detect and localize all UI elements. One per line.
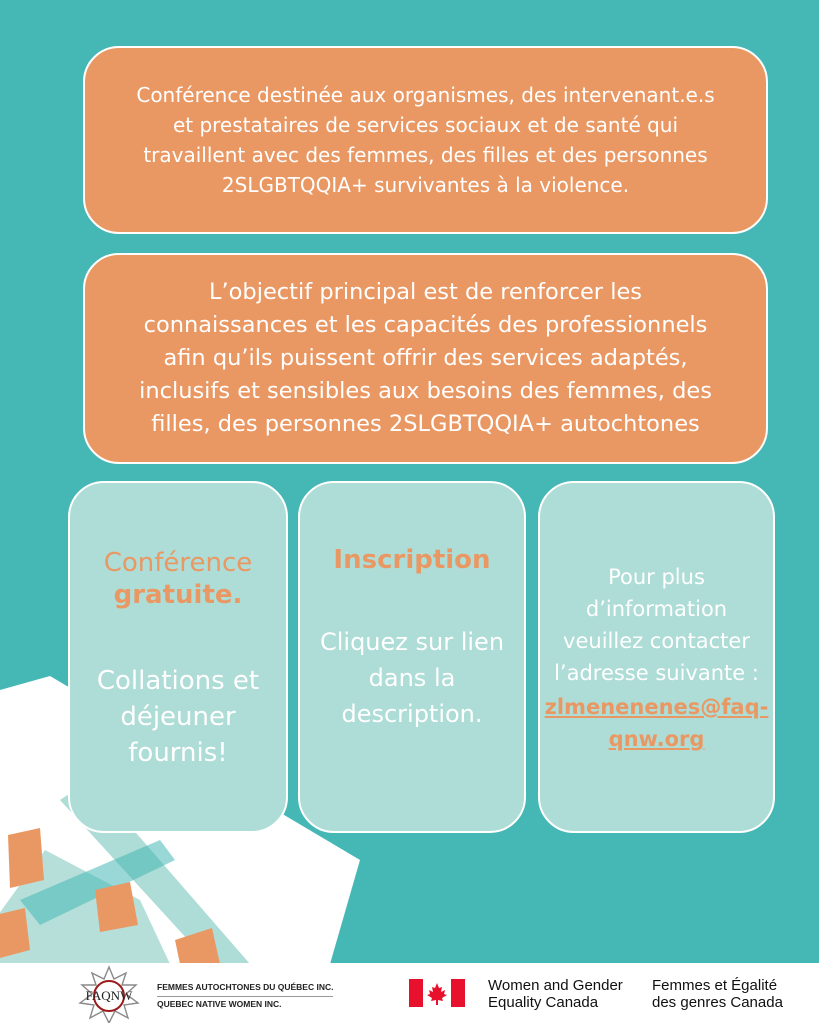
card-body-line: description.: [341, 700, 483, 728]
faq-logo-text: FAQNW: [85, 988, 133, 1003]
objective-text-line: connaissances et les capacités des professionnels: [143, 312, 708, 338]
card-body-line: fournis!: [128, 738, 228, 768]
audience-text-line: Conférence destinée aux organismes, des intervenant.e.s: [136, 83, 715, 107]
card-body-line: d’information: [585, 597, 728, 621]
card-body: [70, 663, 286, 771]
wage-name-fr-line: Femmes et Égalité: [652, 977, 778, 994]
canada-flag-icon: [409, 979, 465, 1007]
card-body-line: dans la: [368, 664, 456, 692]
wage-name-fr: [652, 977, 783, 1011]
audience-box: [83, 46, 768, 234]
objective-box: [83, 253, 768, 464]
objective-text-line: filles, des personnes 2SLGBTQQIA+ autochtones: [151, 411, 700, 437]
faq-logo-icon: [66, 965, 152, 1023]
wage-name-fr-line: des genres Canada: [652, 994, 783, 1011]
card-body-line: veuillez contacter: [563, 629, 750, 653]
wage-name-en-line: Women and Gender: [488, 977, 623, 994]
card-title: Inscription: [333, 545, 491, 575]
card-body-line: déjeuner: [120, 702, 236, 732]
contact-email-link[interactable]: zlmenenenes@faq-qnw.org: [544, 695, 769, 751]
free-conference-card: [68, 481, 288, 833]
card-body-line: l’adresse suivante :: [554, 661, 759, 685]
footer-logos: [0, 963, 819, 1024]
objective-text-line: L’objectif principal est de renforcer les: [208, 279, 643, 305]
faq-organization-name: [157, 980, 333, 1012]
wage-name-en-line: Equality Canada: [488, 994, 599, 1011]
card-title-line: Conférence: [103, 548, 253, 578]
audience-text-line: et prestataires de services sociaux et de santé qui: [172, 113, 679, 137]
card-body-line: Cliquez sur lien: [319, 628, 505, 656]
objective-text-line: inclusifs et sensibles aux besoins des femmes, des: [139, 378, 712, 404]
audience-text-line: travaillent avec des femmes, des filles et des personnes: [143, 143, 708, 167]
card-title-emphasis: gratuite.: [113, 580, 243, 610]
card-body-line: Collations et: [96, 666, 260, 696]
card-title: [70, 547, 286, 611]
registration-card: [298, 481, 526, 833]
card-body: [300, 624, 524, 732]
audience-text-line: 2SLGBTQQIA+ survivantes à la violence.: [221, 173, 630, 197]
card-body: [540, 561, 773, 755]
card-body-line: Pour plus: [608, 565, 705, 589]
objective-text-line: afin qu’ils puissent offrir des services adaptés,: [163, 345, 688, 371]
contact-card: [538, 481, 775, 833]
wage-name-en: [488, 977, 623, 1011]
faq-name-fr: FEMMES AUTOCHTONES DU QUÉBEC INC.: [157, 980, 333, 997]
faq-name-en: QUEBEC NATIVE WOMEN INC.: [157, 999, 282, 1009]
